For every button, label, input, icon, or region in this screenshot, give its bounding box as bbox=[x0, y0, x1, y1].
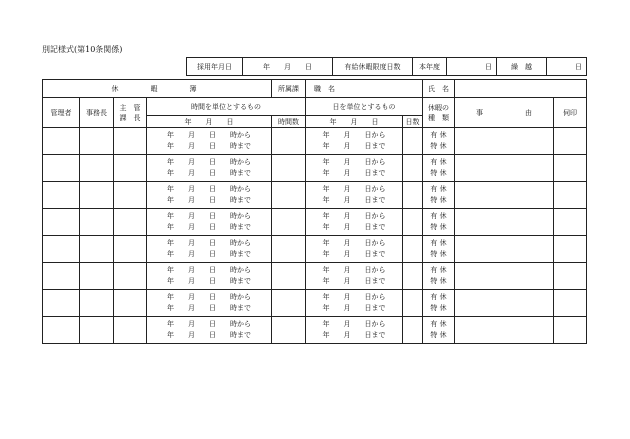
day-range-cell[interactable] bbox=[306, 290, 403, 317]
carry-label: 繰 越 bbox=[497, 58, 547, 76]
hours-cell[interactable] bbox=[272, 263, 306, 290]
day-range-cell[interactable] bbox=[306, 128, 403, 155]
director-seal-cell[interactable] bbox=[80, 263, 114, 290]
day-range-line: 年 月 日から bbox=[322, 185, 386, 193]
chief-seal-cell[interactable] bbox=[114, 263, 147, 290]
hour-range-cell[interactable] bbox=[147, 317, 272, 344]
leave-type-line: 特 休 bbox=[430, 223, 447, 231]
leave-type-cell[interactable] bbox=[423, 317, 455, 344]
days-cell[interactable] bbox=[403, 263, 423, 290]
hour-range-cell[interactable] bbox=[147, 290, 272, 317]
hour-date-header: 年 月 日 bbox=[147, 116, 272, 128]
day-range-line: 年 月 日まで bbox=[322, 331, 386, 339]
leave-type-line: 特 休 bbox=[430, 196, 447, 204]
name-label: 氏 名 bbox=[423, 80, 455, 98]
days-header: 日数 bbox=[403, 116, 423, 128]
hour-range-line: 年 月 日 時から bbox=[167, 293, 251, 301]
hour-range-line: 年 月 日 時まで bbox=[167, 169, 251, 177]
reason-cell[interactable] bbox=[455, 236, 554, 263]
director-seal-cell[interactable] bbox=[80, 155, 114, 182]
day-range-line: 年 月 日から bbox=[322, 320, 386, 328]
days-cell[interactable] bbox=[403, 290, 423, 317]
hour-range-cell[interactable] bbox=[147, 128, 272, 155]
director-seal-cell[interactable] bbox=[80, 236, 114, 263]
seal-cell[interactable] bbox=[554, 263, 587, 290]
table-row bbox=[43, 236, 587, 263]
director-header: 事務長 bbox=[80, 98, 114, 128]
day-range-line: 年 月 日から bbox=[322, 131, 386, 139]
manager-seal-cell[interactable] bbox=[43, 182, 80, 209]
director-seal-cell[interactable] bbox=[80, 182, 114, 209]
seal-cell[interactable] bbox=[554, 128, 587, 155]
position-cell[interactable] bbox=[306, 80, 423, 98]
hours-cell[interactable] bbox=[272, 317, 306, 344]
reason-cell[interactable] bbox=[455, 182, 554, 209]
hour-range-cell[interactable] bbox=[147, 263, 272, 290]
seal-cell[interactable] bbox=[554, 236, 587, 263]
reason-cell[interactable] bbox=[455, 317, 554, 344]
hour-range-line: 年 月 日 時から bbox=[167, 158, 251, 166]
seal-cell[interactable] bbox=[554, 209, 587, 236]
leave-type-line: 有 休 bbox=[430, 266, 447, 274]
director-seal-cell[interactable] bbox=[80, 290, 114, 317]
dept-label: 所属課 bbox=[272, 80, 306, 98]
leave-type-line: 有 休 bbox=[430, 320, 447, 328]
hour-range-line: 年 月 日 時から bbox=[167, 131, 251, 139]
leave-book-title: 休 暇 簿 bbox=[43, 80, 272, 98]
leave-type-line: 特 休 bbox=[430, 304, 447, 312]
leave-type-line: 特 休 bbox=[430, 277, 447, 285]
hour-range-cell[interactable] bbox=[147, 155, 272, 182]
leave-type-line: 有 休 bbox=[430, 293, 447, 301]
position-label: 職 名 bbox=[314, 84, 335, 93]
day-range-cell[interactable] bbox=[306, 236, 403, 263]
leave-table bbox=[42, 79, 587, 344]
hour-range-line: 年 月 日 時まで bbox=[167, 277, 251, 285]
hour-range-line: 年 月 日 時から bbox=[167, 266, 251, 274]
manager-seal-cell[interactable] bbox=[43, 209, 80, 236]
form-caption: 別記様式(第10条関係) bbox=[42, 45, 123, 54]
manager-seal-cell[interactable] bbox=[43, 290, 80, 317]
hour-range-cell[interactable] bbox=[147, 209, 272, 236]
director-seal-cell[interactable] bbox=[80, 209, 114, 236]
chief-seal-cell[interactable] bbox=[114, 236, 147, 263]
hour-range-line: 年 月 日 時まで bbox=[167, 250, 251, 258]
day-range-line: 年 月 日から bbox=[322, 212, 386, 220]
leave-type-line: 有 休 bbox=[430, 131, 447, 139]
reason-cell[interactable] bbox=[455, 155, 554, 182]
hire-date-value[interactable]: 年 月 日 bbox=[243, 58, 333, 76]
hours-cell[interactable] bbox=[272, 236, 306, 263]
manager-header: 管理者 bbox=[43, 98, 80, 128]
leave-type-cell[interactable] bbox=[423, 290, 455, 317]
table-row bbox=[43, 317, 587, 344]
day-range-cell[interactable] bbox=[306, 155, 403, 182]
manager-seal-cell[interactable] bbox=[43, 236, 80, 263]
leave-type-line: 有 休 bbox=[430, 239, 447, 247]
chief-header: 主 管 課 長 bbox=[114, 98, 147, 128]
manager-seal-cell[interactable] bbox=[43, 263, 80, 290]
leave-type-cell[interactable] bbox=[423, 263, 455, 290]
day-range-line: 年 月 日まで bbox=[322, 196, 386, 204]
hours-cell[interactable] bbox=[272, 290, 306, 317]
table-row bbox=[43, 128, 587, 155]
day-range-line: 年 月 日まで bbox=[322, 250, 386, 258]
chief-seal-cell[interactable] bbox=[114, 155, 147, 182]
day-date-header: 年 月 日 bbox=[306, 116, 403, 128]
table-row bbox=[43, 155, 587, 182]
leave-type-line: 特 休 bbox=[430, 331, 447, 339]
leave-type-cell[interactable] bbox=[423, 236, 455, 263]
this-year-label: 本年度 bbox=[413, 58, 447, 76]
leave-type-line: 特 休 bbox=[430, 250, 447, 258]
leave-type-line: 有 休 bbox=[430, 212, 447, 220]
chief-seal-cell[interactable] bbox=[114, 290, 147, 317]
manager-seal-cell[interactable] bbox=[43, 317, 80, 344]
reason-cell[interactable] bbox=[455, 128, 554, 155]
table-row bbox=[43, 263, 587, 290]
leave-type-line: 特 休 bbox=[430, 169, 447, 177]
reason-cell[interactable] bbox=[455, 209, 554, 236]
reason-header: 事 由 bbox=[455, 98, 554, 128]
leave-type-line: 有 休 bbox=[430, 185, 447, 193]
leave-type-line: 特 休 bbox=[430, 142, 447, 150]
chief-seal-cell[interactable] bbox=[114, 317, 147, 344]
day-range-line: 年 月 日まで bbox=[322, 277, 386, 285]
table-row bbox=[43, 182, 587, 209]
hire-date-label: 採用年月日 bbox=[187, 58, 243, 76]
reason-cell[interactable] bbox=[455, 263, 554, 290]
paid-days-label: 有給休暇限度日数 bbox=[333, 58, 413, 76]
day-range-line: 年 月 日まで bbox=[322, 223, 386, 231]
hour-range-line: 年 月 日 時から bbox=[167, 185, 251, 193]
manager-seal-cell[interactable] bbox=[43, 128, 80, 155]
leave-type-line: 有 休 bbox=[430, 158, 447, 166]
seal-cell[interactable] bbox=[554, 290, 587, 317]
day-range-line: 年 月 日から bbox=[322, 266, 386, 274]
hour-range-line: 年 月 日 時まで bbox=[167, 142, 251, 150]
seal-header: 伺印 bbox=[554, 98, 587, 128]
hours-cell[interactable] bbox=[272, 182, 306, 209]
hours-header: 時間数 bbox=[272, 116, 306, 128]
summary-table bbox=[186, 57, 587, 76]
leave-type-cell[interactable] bbox=[423, 128, 455, 155]
chief-seal-cell[interactable] bbox=[114, 182, 147, 209]
name-value[interactable] bbox=[455, 80, 587, 98]
day-range-line: 年 月 日まで bbox=[322, 304, 386, 312]
reason-cell[interactable] bbox=[455, 290, 554, 317]
day-range-cell[interactable] bbox=[306, 182, 403, 209]
director-seal-cell[interactable] bbox=[80, 128, 114, 155]
seal-cell[interactable] bbox=[554, 317, 587, 344]
day-unit-header: 日を単位とするもの bbox=[306, 98, 423, 116]
day-range-cell[interactable] bbox=[306, 209, 403, 236]
leave-type-cell[interactable] bbox=[423, 182, 455, 209]
day-range-line: 年 月 日から bbox=[322, 293, 386, 301]
carry-value[interactable]: 日 bbox=[547, 58, 587, 76]
hour-range-line: 年 月 日 時から bbox=[167, 320, 251, 328]
chief-seal-cell[interactable] bbox=[114, 128, 147, 155]
days-cell[interactable] bbox=[403, 155, 423, 182]
leave-type-header: 休暇の 種 類 bbox=[423, 98, 455, 128]
hours-cell[interactable] bbox=[272, 155, 306, 182]
hours-cell[interactable] bbox=[272, 128, 306, 155]
day-range-cell[interactable] bbox=[306, 317, 403, 344]
days-cell[interactable] bbox=[403, 236, 423, 263]
table-row bbox=[43, 209, 587, 236]
hour-range-line: 年 月 日 時まで bbox=[167, 331, 251, 339]
hours-cell[interactable] bbox=[272, 209, 306, 236]
days-cell[interactable] bbox=[403, 182, 423, 209]
hour-range-line: 年 月 日 時から bbox=[167, 239, 251, 247]
day-range-line: 年 月 日まで bbox=[322, 169, 386, 177]
day-range-cell[interactable] bbox=[306, 263, 403, 290]
seal-cell[interactable] bbox=[554, 182, 587, 209]
hour-unit-header: 時間を単位とするもの bbox=[147, 98, 306, 116]
leave-type-cell[interactable] bbox=[423, 155, 455, 182]
hour-range-line: 年 月 日 時から bbox=[167, 212, 251, 220]
this-year-value[interactable]: 日 bbox=[447, 58, 497, 76]
days-cell[interactable] bbox=[403, 317, 423, 344]
hour-range-line: 年 月 日 時まで bbox=[167, 223, 251, 231]
manager-seal-cell[interactable] bbox=[43, 155, 80, 182]
days-cell[interactable] bbox=[403, 209, 423, 236]
seal-cell[interactable] bbox=[554, 155, 587, 182]
days-cell[interactable] bbox=[403, 128, 423, 155]
hour-range-line: 年 月 日 時まで bbox=[167, 304, 251, 312]
table-row bbox=[43, 290, 587, 317]
day-range-line: 年 月 日まで bbox=[322, 142, 386, 150]
hour-range-cell[interactable] bbox=[147, 182, 272, 209]
leave-type-cell[interactable] bbox=[423, 209, 455, 236]
chief-seal-cell[interactable] bbox=[114, 209, 147, 236]
hour-range-line: 年 月 日 時まで bbox=[167, 196, 251, 204]
day-range-line: 年 月 日から bbox=[322, 158, 386, 166]
hour-range-cell[interactable] bbox=[147, 236, 272, 263]
day-range-line: 年 月 日から bbox=[322, 239, 386, 247]
director-seal-cell[interactable] bbox=[80, 317, 114, 344]
